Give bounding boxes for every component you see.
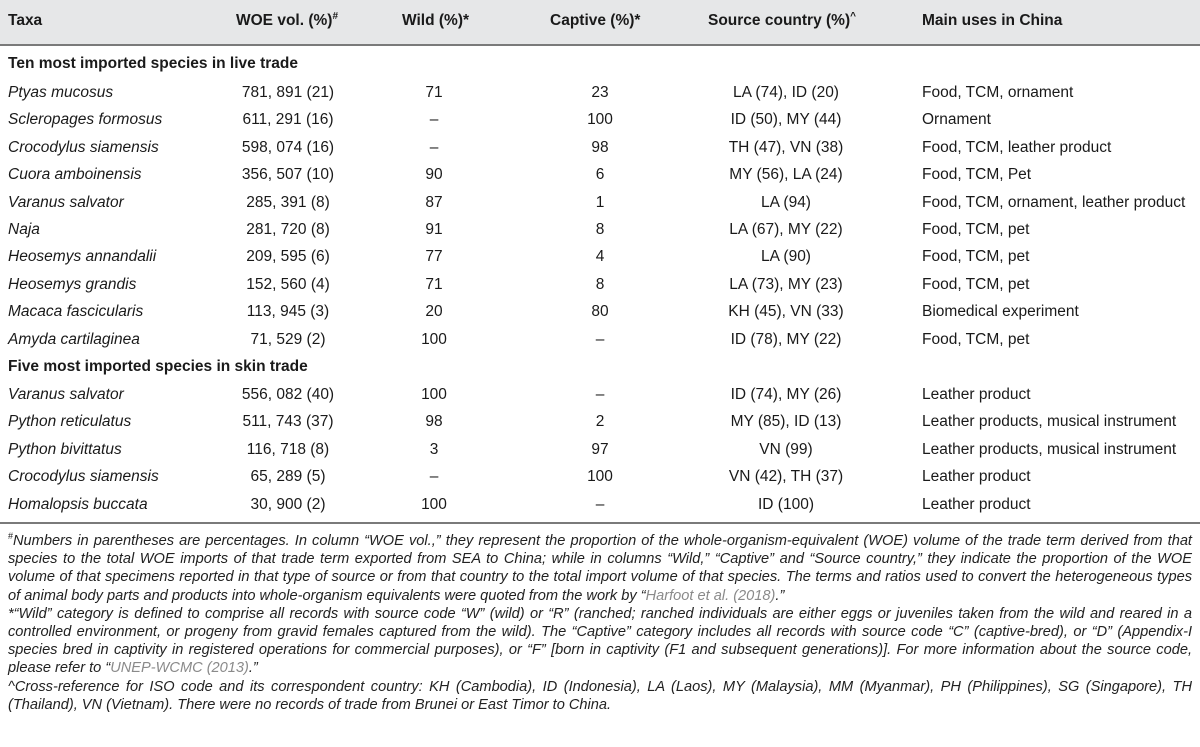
cell-taxa: Varanus salvator bbox=[8, 194, 124, 211]
table-row bbox=[0, 496, 1200, 524]
cell-source: VN (42), TH (37) bbox=[728, 468, 844, 485]
cell-wild: – bbox=[429, 111, 439, 128]
cell-uses: Food, TCM, pet bbox=[922, 248, 1030, 265]
cell-wild: 87 bbox=[425, 194, 443, 211]
cell-captive: 97 bbox=[591, 441, 609, 458]
cell-uses: Food, TCM, pet bbox=[922, 276, 1030, 293]
table-footnotes bbox=[8, 532, 1192, 714]
cell-source: LA (73), MY (23) bbox=[729, 276, 843, 293]
cell-source: VN (99) bbox=[759, 441, 813, 458]
cell-uses: Leather product bbox=[922, 386, 1031, 403]
table-row bbox=[0, 84, 1200, 112]
cell-woe: 113, 945 (3) bbox=[246, 303, 330, 320]
cell-captive: 100 bbox=[587, 111, 613, 128]
header-taxa: Taxa bbox=[8, 12, 43, 29]
cell-taxa: Heosemys grandis bbox=[8, 276, 137, 293]
cell-wild: 100 bbox=[421, 496, 447, 513]
header-captive: Captive (%)* bbox=[550, 12, 641, 29]
cell-source: MY (56), LA (24) bbox=[729, 166, 843, 183]
cell-taxa: Ptyas mucosus bbox=[8, 84, 114, 101]
cell-uses: Ornament bbox=[922, 111, 991, 128]
cell-uses: Food, TCM, pet bbox=[922, 331, 1030, 348]
cell-taxa: Scleropages formosus bbox=[8, 111, 163, 128]
cell-wild: 100 bbox=[421, 386, 447, 403]
footnote-woe-end: .” bbox=[775, 587, 785, 604]
cell-uses: Food, TCM, leather product bbox=[922, 139, 1112, 156]
cell-woe: 71, 529 (2) bbox=[250, 331, 326, 348]
cell-source: KH (45), VN (33) bbox=[728, 303, 844, 320]
cell-taxa: Macaca fascicularis bbox=[8, 303, 144, 320]
cell-source: TH (47), VN (38) bbox=[728, 139, 844, 156]
cell-captive: 23 bbox=[591, 84, 609, 101]
cell-captive: 1 bbox=[595, 194, 605, 211]
cell-source: ID (50), MY (44) bbox=[730, 111, 842, 128]
header-wild: Wild (%)* bbox=[402, 12, 470, 29]
cell-source: MY (85), ID (13) bbox=[730, 413, 842, 430]
cell-woe: 152, 560 (4) bbox=[246, 276, 330, 293]
cell-woe: 281, 720 (8) bbox=[246, 221, 330, 238]
cell-taxa: Python reticulatus bbox=[8, 413, 132, 430]
cell-wild: – bbox=[429, 139, 439, 156]
cell-wild: 100 bbox=[421, 331, 447, 348]
cell-taxa: Varanus salvator bbox=[8, 386, 124, 403]
cell-woe: 209, 595 (6) bbox=[246, 248, 330, 265]
cell-wild: 71 bbox=[425, 276, 443, 293]
cell-captive: 2 bbox=[595, 413, 605, 430]
cell-wild: 20 bbox=[425, 303, 443, 320]
cell-uses: Leather products, musical instrument bbox=[922, 413, 1177, 430]
cell-uses: Food, TCM, ornament bbox=[922, 84, 1074, 101]
table-row bbox=[0, 441, 1200, 469]
cell-taxa: Crocodylus siamensis bbox=[8, 139, 159, 156]
table-row bbox=[0, 194, 1200, 222]
cell-woe: 511, 743 (37) bbox=[242, 413, 334, 430]
cell-source: LA (90) bbox=[761, 248, 811, 265]
table-header bbox=[0, 0, 1200, 46]
footnote-wild-captive bbox=[8, 605, 1192, 678]
cell-woe: 556, 082 (40) bbox=[241, 386, 335, 403]
section-title-live-trade: Ten most imported species in live trade bbox=[8, 55, 298, 72]
cell-woe: 30, 900 (2) bbox=[250, 496, 326, 513]
cell-wild: 71 bbox=[425, 84, 443, 101]
cell-taxa: Heosemys annandalii bbox=[8, 248, 157, 265]
cell-uses: Food, TCM, ornament, leather product bbox=[922, 194, 1186, 211]
table-row bbox=[0, 276, 1200, 304]
footnote-woe-text: Numbers in parentheses are percentages. In column “WOE vol.,” they represent the proportion of the whole-organism-equivalent (WOE) volume of the trade term derived from that species to the total WOE imports of that trade term exported from SEA to China; while in columns “Wild,” “Captive” and “Source country,” they indicate the proportion of the WOE volume of that specimens reported in that type of source or from that country to the total import volume of that species. The terms and ratios used to convert the heterogeneous types of animal body parts and products into whole-organism equivalents were quoted from the work by “ bbox=[8, 533, 1192, 604]
cell-taxa: Amyda cartilaginea bbox=[8, 331, 140, 348]
cell-captive: 100 bbox=[587, 468, 613, 485]
cell-uses: Leather product bbox=[922, 468, 1031, 485]
cell-source: LA (74), ID (20) bbox=[733, 84, 839, 101]
header-main-uses: Main uses in China bbox=[922, 12, 1063, 29]
table-row bbox=[0, 468, 1200, 496]
cell-captive: 80 bbox=[591, 303, 609, 320]
cell-taxa: Naja bbox=[8, 221, 40, 238]
cell-uses: Food, TCM, Pet bbox=[922, 166, 1032, 183]
header-woe-mark: # bbox=[332, 10, 339, 22]
footnote-wild-end: .” bbox=[248, 660, 258, 677]
cell-captive: 6 bbox=[595, 166, 605, 183]
footnote-iso-codes: ^Cross-reference for ISO code and its correspondent country: KH (Cambodia), ID (Indonesia), LA (Laos), MY (Malaysia), MM (Myanmar), PH (Philippines), SG (Singapore), TH (Thailand), VN (Vietnam). There were no records of trade from Brunei or East Timor to China. bbox=[8, 678, 1192, 713]
footnote-woe-mark: # bbox=[8, 531, 14, 542]
footnote-woe bbox=[8, 532, 1192, 605]
cell-taxa: Crocodylus siamensis bbox=[8, 468, 159, 485]
table-row bbox=[0, 166, 1200, 194]
cell-woe: 781, 891 (21) bbox=[241, 84, 335, 101]
table-row bbox=[0, 413, 1200, 441]
section-title-skin-trade: Five most imported species in skin trade bbox=[8, 358, 308, 375]
cell-source: ID (78), MY (22) bbox=[730, 331, 842, 348]
cell-wild: – bbox=[429, 468, 439, 485]
cell-woe: 116, 718 (8) bbox=[246, 441, 330, 458]
table-row bbox=[0, 303, 1200, 331]
cell-captive: 98 bbox=[591, 139, 609, 156]
cell-woe: 65, 289 (5) bbox=[250, 468, 326, 485]
table-row bbox=[0, 248, 1200, 276]
table-row bbox=[0, 331, 1200, 359]
cell-source: ID (100) bbox=[758, 496, 814, 513]
cell-woe: 285, 391 (8) bbox=[246, 194, 330, 211]
cell-woe: 598, 074 (16) bbox=[241, 139, 335, 156]
header-woe-label: WOE vol. (%) bbox=[236, 12, 333, 29]
cell-captive: – bbox=[595, 496, 605, 513]
cell-uses: Food, TCM, pet bbox=[922, 221, 1030, 238]
cell-uses: Leather product bbox=[922, 496, 1031, 513]
table-row bbox=[0, 111, 1200, 139]
table-row bbox=[0, 386, 1200, 414]
cell-woe: 356, 507 (10) bbox=[241, 166, 335, 183]
cell-taxa: Cuora amboinensis bbox=[8, 166, 142, 183]
footnote-wild-text: *“Wild” category is defined to comprise all records with source code “W” (wild) or “R” (ranched; ranched individuals are either eggs or juveniles taken from the wild and reared in a controlled environment, or progeny from gravid females captured from the wild). The “Captive” category includes all records with source code “C” (captive-bred), or “D” (Appendix-I species bred in captivity in registered operations for commercial purposes), or “F” [born in captivity (F1 and subsequent generations)]. For more information about the source code, please refer to “ bbox=[8, 605, 1192, 677]
cell-wild: 91 bbox=[425, 221, 443, 238]
cell-source: ID (74), MY (26) bbox=[730, 386, 842, 403]
cell-wild: 90 bbox=[425, 166, 443, 183]
cell-captive: – bbox=[595, 331, 605, 348]
cell-captive: – bbox=[595, 386, 605, 403]
cell-source: LA (67), MY (22) bbox=[729, 221, 843, 238]
cell-source: LA (94) bbox=[761, 194, 811, 211]
cell-captive: 8 bbox=[595, 276, 605, 293]
cell-taxa: Python bivittatus bbox=[8, 441, 122, 458]
table-row bbox=[0, 221, 1200, 249]
header-source-mark: ^ bbox=[850, 10, 856, 22]
table-bottom-rule bbox=[0, 522, 1200, 524]
header-source-label: Source country (%) bbox=[708, 12, 851, 29]
cell-captive: 8 bbox=[595, 221, 605, 238]
header-woe-vol bbox=[236, 12, 338, 30]
cell-uses: Leather products, musical instrument bbox=[922, 441, 1177, 458]
cell-wild: 98 bbox=[425, 413, 443, 430]
header-source-country bbox=[708, 12, 856, 30]
cell-wild: 3 bbox=[429, 441, 439, 458]
cell-captive: 4 bbox=[595, 248, 605, 265]
cell-woe: 611, 291 (16) bbox=[242, 111, 334, 128]
reference-link-harfoot[interactable]: Harfoot et al. (2018) bbox=[645, 587, 776, 604]
cell-taxa: Homalopsis buccata bbox=[8, 496, 148, 513]
cell-uses: Biomedical experiment bbox=[922, 303, 1079, 320]
reference-link-unep[interactable]: UNEP-WCMC (2013) bbox=[110, 660, 249, 677]
table-row bbox=[0, 139, 1200, 167]
cell-wild: 77 bbox=[425, 248, 443, 265]
